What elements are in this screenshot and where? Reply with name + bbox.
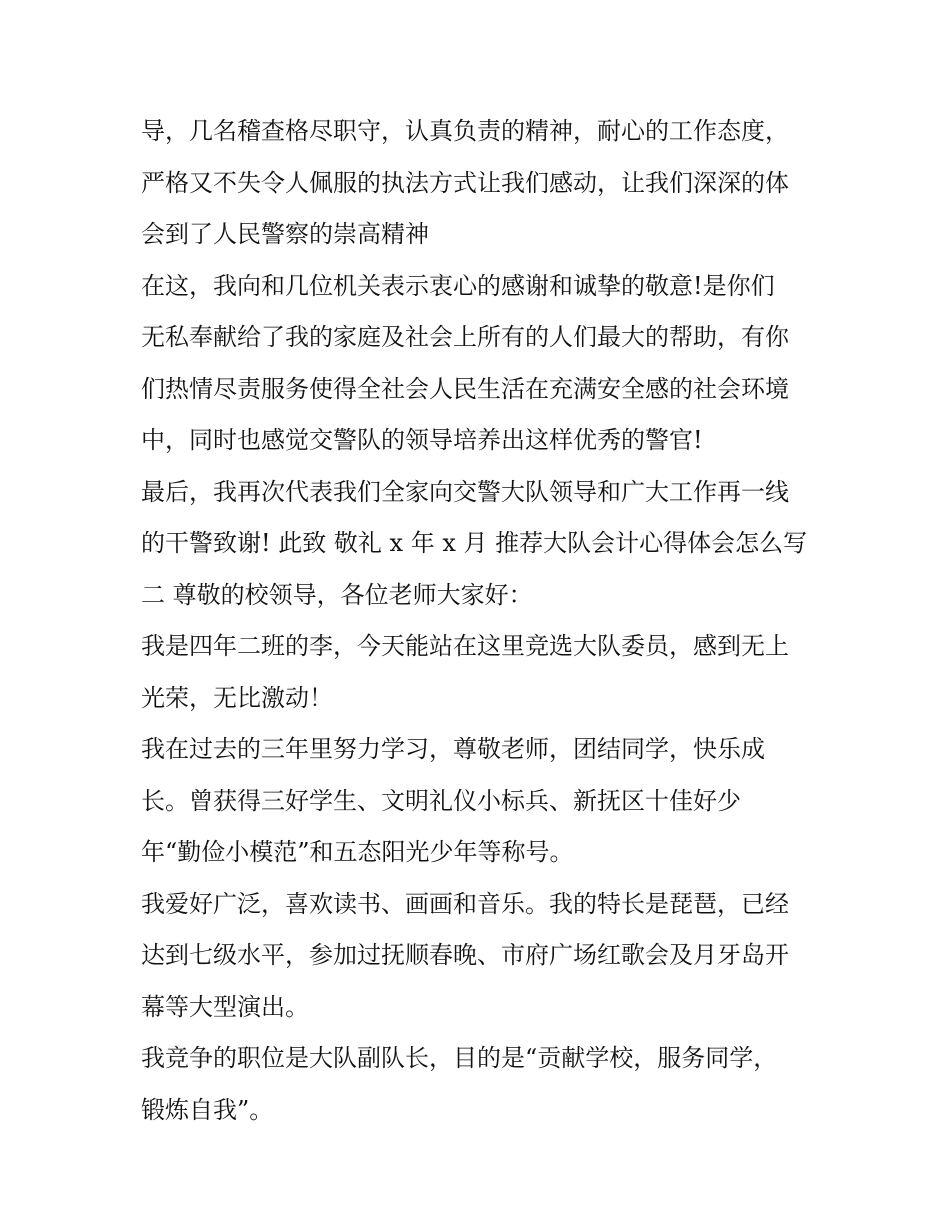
- text-line: 最后，我再次代表我们全家向交警大队领导和广大工作再一线: [141, 477, 789, 506]
- text-line: 的干警致谢! 此致 敬礼 x 年 x 月 推荐大队会计心得体会怎么写: [141, 529, 808, 557]
- text-line: 在这，我向和几位机关表示衷心的感谢和诚挚的敬意!是你们: [141, 271, 775, 300]
- text-line: 达到七级水平，参加过抚顺春晚、市府广场红歌会及月牙岛开: [141, 941, 789, 969]
- text-line: 锻炼自我”。: [141, 1095, 274, 1124]
- text-line: 我爱好广泛，喜欢读书、画画和音乐。我的特长是琵琶，已经: [141, 889, 789, 918]
- text-line: 无私奉献给了我的家庭及社会上所有的人们最大的帮助，有你: [141, 323, 789, 351]
- text-line: 会到了人民警察的崇高精神: [141, 220, 429, 248]
- text-line: 中，同时也感觉交警队的领导培养出这样优秀的警官!: [141, 426, 703, 454]
- text-line: 长。曾获得三好学生、文明礼仪小标兵、新抚区十佳好少: [141, 786, 741, 815]
- text-line: 我在过去的三年里努力学习，尊敬老师，团结同学，快乐成: [141, 735, 765, 763]
- text-line: 严格又不失令人佩服的执法方式让我们感动，让我们深深的体: [141, 168, 789, 197]
- text-line: 导，几名稽查格尽职守，认真负责的精神，耐心的工作态度，: [141, 117, 789, 145]
- text-line: 们热情尽责服务使得全社会人民生活在充满安全感的社会环境: [141, 374, 789, 403]
- text-line: 二 尊敬的校领导，各位老师大家好：: [141, 580, 533, 609]
- text-line: 我竞争的职位是大队副队长，目的是“贡献学校，服务同学，: [141, 1044, 778, 1072]
- text-line: 我是四年二班的李，今天能站在这里竞选大队委员，感到无上: [141, 632, 789, 660]
- text-line: 年“勤俭小模范”和五态阳光少年等称号。: [141, 838, 574, 866]
- text-line: 光荣，无比激动！: [141, 683, 333, 712]
- document-body: [141, 106, 831, 1136]
- text-line: 幕等大型演出。: [141, 992, 309, 1021]
